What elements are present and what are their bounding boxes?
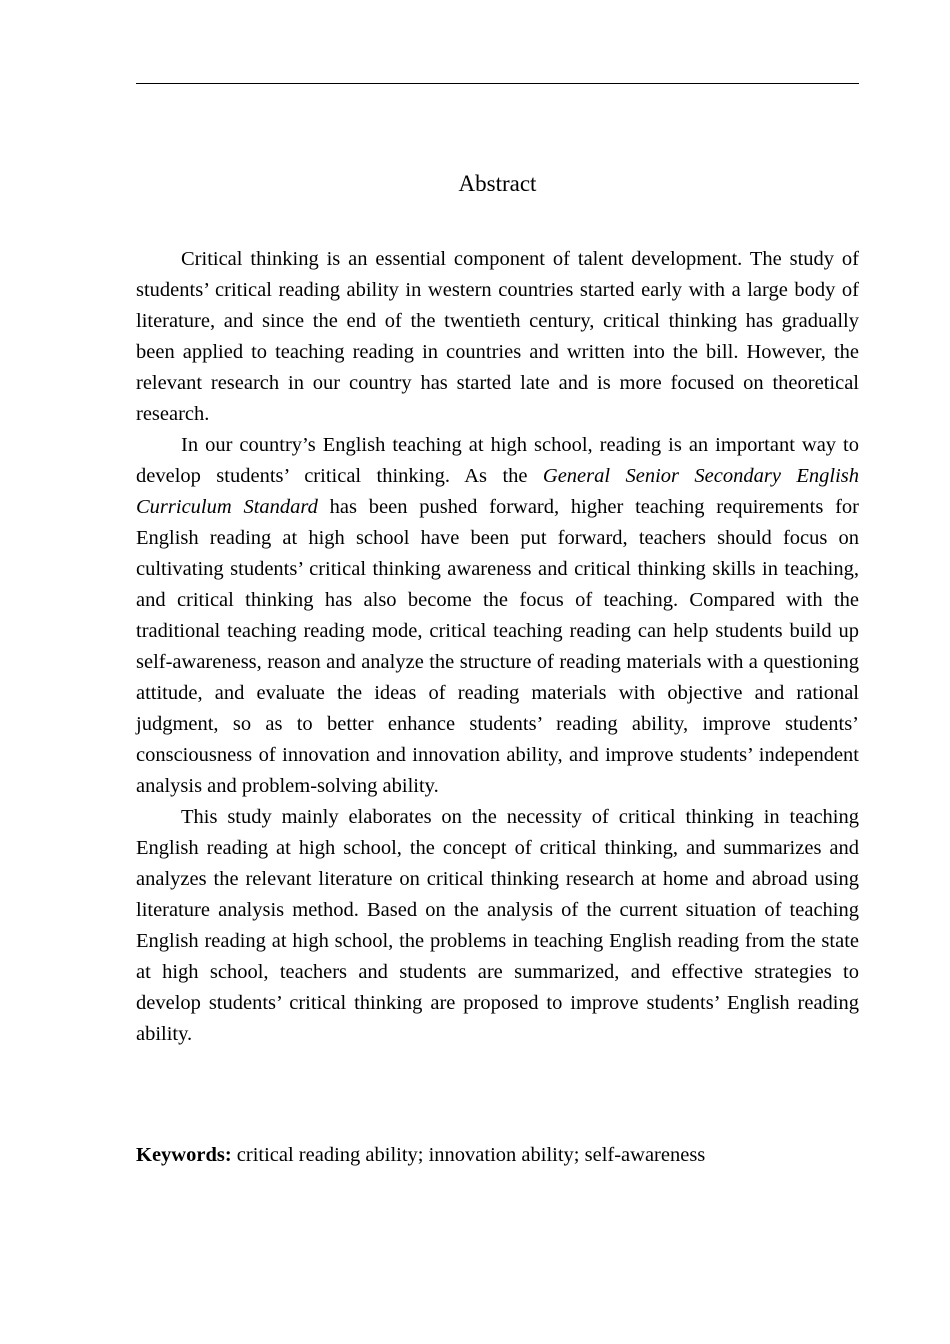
keywords-label: Keywords:	[136, 1144, 232, 1166]
abstract-paragraph-3: This study mainly elaborates on the necessity of critical thinking in teaching English reading at high school, the concept of critical thinking, and summarizes and analyzes the relevant literature on critical thinking research at home and abroad using literature analysis method. Based on the analysis of the current situation of teaching English reading at high school, the problems in teaching English reading from the state at high school, teachers and students are summarized, and effective strategies to develop students’ critical thinking are proposed to improve students’ English reading ability.	[136, 806, 859, 1045]
abstract-body	[136, 244, 859, 1050]
abstract-paragraph-1: Critical thinking is an essential component of talent development. The study of students’ critical reading ability in western countries started early with a large body of literature, and since the end of the twentieth century, critical thinking has gradually been applied to teaching reading in countries and written into the bill. However, the relevant research in our country has started late and is more focused on theoretical research.	[136, 248, 859, 425]
keywords-value: critical reading ability; innovation ability; self-awareness	[236, 1144, 706, 1166]
header-rule	[136, 83, 859, 84]
abstract-paragraph-2	[136, 430, 859, 802]
abstract-title: Abstract	[458, 171, 537, 196]
paragraph-2-text-after: has been pushed forward, higher teaching requirements for English reading at high school have been put forward, teachers should focus on cultivating students’ critical thinking awareness and critical thinking skills in teaching, and critical thinking has also become the focus of teaching. Compared with the traditional teaching reading mode, critical teaching reading can help students build up self-awareness, reason and analyze the structure of reading materials with a questioning attitude, and evaluate the ideas of reading materials with objective and rational judgment, so as to better enhance students’ reading ability, improve students’ consciousness of innovation and innovation ability, and improve students’ independent analysis and problem-solving ability.	[136, 496, 859, 797]
keywords-line	[136, 1140, 859, 1171]
paragraph-2-text-before: In our country’s English teaching at high school, reading is an important way to develop students’ critical thinking. As the	[136, 434, 859, 487]
curriculum-standard-title: General Senior Secondary English Curriculum Standard	[136, 465, 859, 518]
